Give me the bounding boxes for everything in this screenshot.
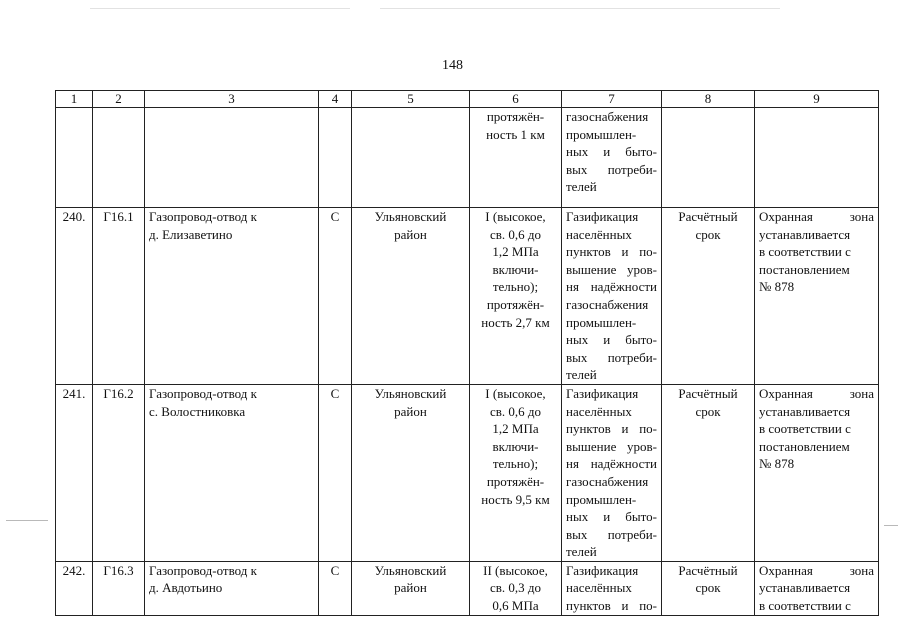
row-number-cell: 240. xyxy=(56,208,93,385)
column-header-9: 9 xyxy=(755,91,879,108)
purpose-line: газоснабжения xyxy=(566,109,649,124)
term-line: Расчётный xyxy=(678,209,738,224)
term-line: срок xyxy=(695,580,721,596)
purpose-line: промышлен- xyxy=(566,491,637,507)
parameters-line: св. 0,6 до xyxy=(489,226,542,242)
protection-zone-cell xyxy=(755,384,879,561)
purpose-line: Газификация xyxy=(566,385,639,401)
object-name-line: Газопровод-отвод к xyxy=(149,385,257,401)
object-name-line: д. Авдотьино xyxy=(149,580,223,596)
purpose-cell xyxy=(562,384,662,561)
parameters-line: св. 0,6 до xyxy=(489,403,542,419)
object-code-cell: Г16.1 xyxy=(93,208,145,385)
district-line: район xyxy=(394,226,427,242)
row-number-cell: 242. xyxy=(56,561,93,615)
column-header-8: 8 xyxy=(662,91,755,108)
parameters-line: 1,2 МПа xyxy=(492,244,539,260)
district-cell xyxy=(352,561,470,615)
column-header-6: 6 xyxy=(470,91,562,108)
purpose-line: телей xyxy=(566,179,597,195)
object-name-line: с. Волостниковка xyxy=(149,403,246,419)
term-cell xyxy=(662,108,755,208)
protection-zone-line: в соответствии с xyxy=(759,598,851,614)
purpose-line: телей xyxy=(566,367,597,383)
parameters-cell xyxy=(470,384,562,561)
purpose-line: вых потреби- xyxy=(566,349,657,365)
purpose-line: ня надёжности xyxy=(566,456,657,472)
protection-zone-line: Охранная зона xyxy=(759,209,874,224)
district-cell xyxy=(352,108,470,208)
purpose-cell xyxy=(562,561,662,615)
term-line: Расчётный xyxy=(678,562,738,578)
purpose-line: газоснабжения xyxy=(566,473,649,489)
parameters-line: I (высокое, xyxy=(485,385,546,401)
purpose-line: пунктов и по- xyxy=(566,421,657,437)
protection-zone-line: Охранная зона xyxy=(759,385,874,401)
protection-zone-line: постановлением xyxy=(759,438,850,454)
purpose-line: ных и быто- xyxy=(566,332,657,348)
protection-zone-line: устанавливается xyxy=(759,580,851,596)
parameters-line: 0,6 МПа xyxy=(492,598,539,614)
purpose-line: населённых xyxy=(566,226,632,242)
district-cell xyxy=(352,208,470,385)
purpose-line: населённых xyxy=(566,580,632,596)
table-row-continuation xyxy=(56,108,879,208)
parameters-line: тельно); xyxy=(492,456,539,472)
parameters-line: св. 0,3 до xyxy=(489,580,542,596)
object-name-line: Газопровод-отвод к xyxy=(149,562,257,578)
purpose-line: газоснабжения xyxy=(566,296,649,312)
column-header-2: 2 xyxy=(93,91,145,108)
parameters-line: 1,2 МПа xyxy=(492,421,539,437)
parameters-line: включи- xyxy=(492,261,539,277)
district-line: район xyxy=(394,403,427,419)
parameters-cell xyxy=(470,108,562,208)
protection-zone-line: устанавливается xyxy=(759,403,851,419)
parameters-line: протяжён- xyxy=(486,109,545,124)
purpose-line: вых потреби- xyxy=(566,161,657,177)
column-header-7: 7 xyxy=(562,91,662,108)
purpose-line: пунктов и по- xyxy=(566,244,657,260)
parameters-line: II (высокое, xyxy=(483,562,548,578)
purpose-cell xyxy=(562,108,662,208)
purpose-line: пунктов и по- xyxy=(566,598,657,614)
scan-artifact-right-margin xyxy=(884,525,898,526)
district-line: Ульяновский xyxy=(374,209,447,224)
parameters-line: ность 1 км xyxy=(486,126,545,142)
status-cell: С xyxy=(319,384,352,561)
protection-zone-line: Охранная зона xyxy=(759,562,874,578)
status-cell xyxy=(319,108,352,208)
parameters-cell xyxy=(470,208,562,385)
term-cell xyxy=(662,208,755,385)
protection-zone-cell xyxy=(755,561,879,615)
protection-zone-cell xyxy=(755,108,879,208)
scan-artifact-top-right xyxy=(380,8,780,9)
status-cell: С xyxy=(319,561,352,615)
object-name-cell xyxy=(145,561,319,615)
parameters-cell xyxy=(470,561,562,615)
column-header-4: 4 xyxy=(319,91,352,108)
purpose-line: населённых xyxy=(566,403,632,419)
purpose-cell xyxy=(562,208,662,385)
purpose-line: телей xyxy=(566,544,597,560)
parameters-line: включи- xyxy=(492,438,539,454)
row-number-cell: 241. xyxy=(56,384,93,561)
district-line: Ульяновский xyxy=(374,385,447,401)
parameters-line: протяжён- xyxy=(486,473,545,489)
parameters-line: ность 9,5 км xyxy=(481,491,550,507)
column-header-5: 5 xyxy=(352,91,470,108)
table-row xyxy=(56,384,879,561)
protection-zone-line: № 878 xyxy=(759,279,795,295)
protection-zone-line: в соответствии с xyxy=(759,421,851,437)
purpose-line: Газификация xyxy=(566,209,639,224)
row-number-cell xyxy=(56,108,93,208)
column-number-row xyxy=(56,91,879,108)
column-header-1: 1 xyxy=(56,91,93,108)
infrastructure-table xyxy=(55,90,879,616)
term-line: срок xyxy=(695,226,721,242)
column-header-3: 3 xyxy=(145,91,319,108)
parameters-line: I (высокое, xyxy=(485,209,546,224)
term-line: срок xyxy=(695,403,721,419)
purpose-line: промышлен- xyxy=(566,126,637,142)
purpose-line: ня надёжности xyxy=(566,279,657,295)
protection-zone-line: постановлением xyxy=(759,261,850,277)
object-code-cell xyxy=(93,108,145,208)
protection-zone-cell xyxy=(755,208,879,385)
scan-artifact-top-left xyxy=(90,8,350,9)
purpose-line: вышение уров- xyxy=(566,438,657,454)
object-code-cell: Г16.2 xyxy=(93,384,145,561)
purpose-line: ных и быто- xyxy=(566,144,657,160)
object-name-cell xyxy=(145,384,319,561)
purpose-line: вышение уров- xyxy=(566,261,657,277)
object-name-line: Газопровод-отвод к xyxy=(149,209,257,224)
parameters-line: протяжён- xyxy=(486,296,545,312)
term-cell xyxy=(662,561,755,615)
district-line: Ульяновский xyxy=(374,562,447,578)
parameters-line: тельно); xyxy=(492,279,539,295)
scan-artifact-left-margin xyxy=(6,520,48,521)
protection-zone-line: № 878 xyxy=(759,456,795,472)
table-row xyxy=(56,561,879,615)
term-line: Расчётный xyxy=(678,385,738,401)
object-code-cell: Г16.3 xyxy=(93,561,145,615)
page-number: 148 xyxy=(442,58,463,73)
district-line: район xyxy=(394,580,427,596)
purpose-line: промышлен- xyxy=(566,314,637,330)
status-cell: С xyxy=(319,208,352,385)
purpose-line: вых потреби- xyxy=(566,526,657,542)
term-cell xyxy=(662,384,755,561)
district-cell xyxy=(352,384,470,561)
object-name-line: д. Елизаветино xyxy=(149,226,233,242)
protection-zone-line: устанавливается xyxy=(759,226,851,242)
purpose-line: Газификация xyxy=(566,562,639,578)
object-name-cell xyxy=(145,108,319,208)
parameters-line: ность 2,7 км xyxy=(481,314,550,330)
table-row xyxy=(56,208,879,385)
object-name-cell xyxy=(145,208,319,385)
purpose-line: ных и быто- xyxy=(566,509,657,525)
protection-zone-line: в соответствии с xyxy=(759,244,851,260)
